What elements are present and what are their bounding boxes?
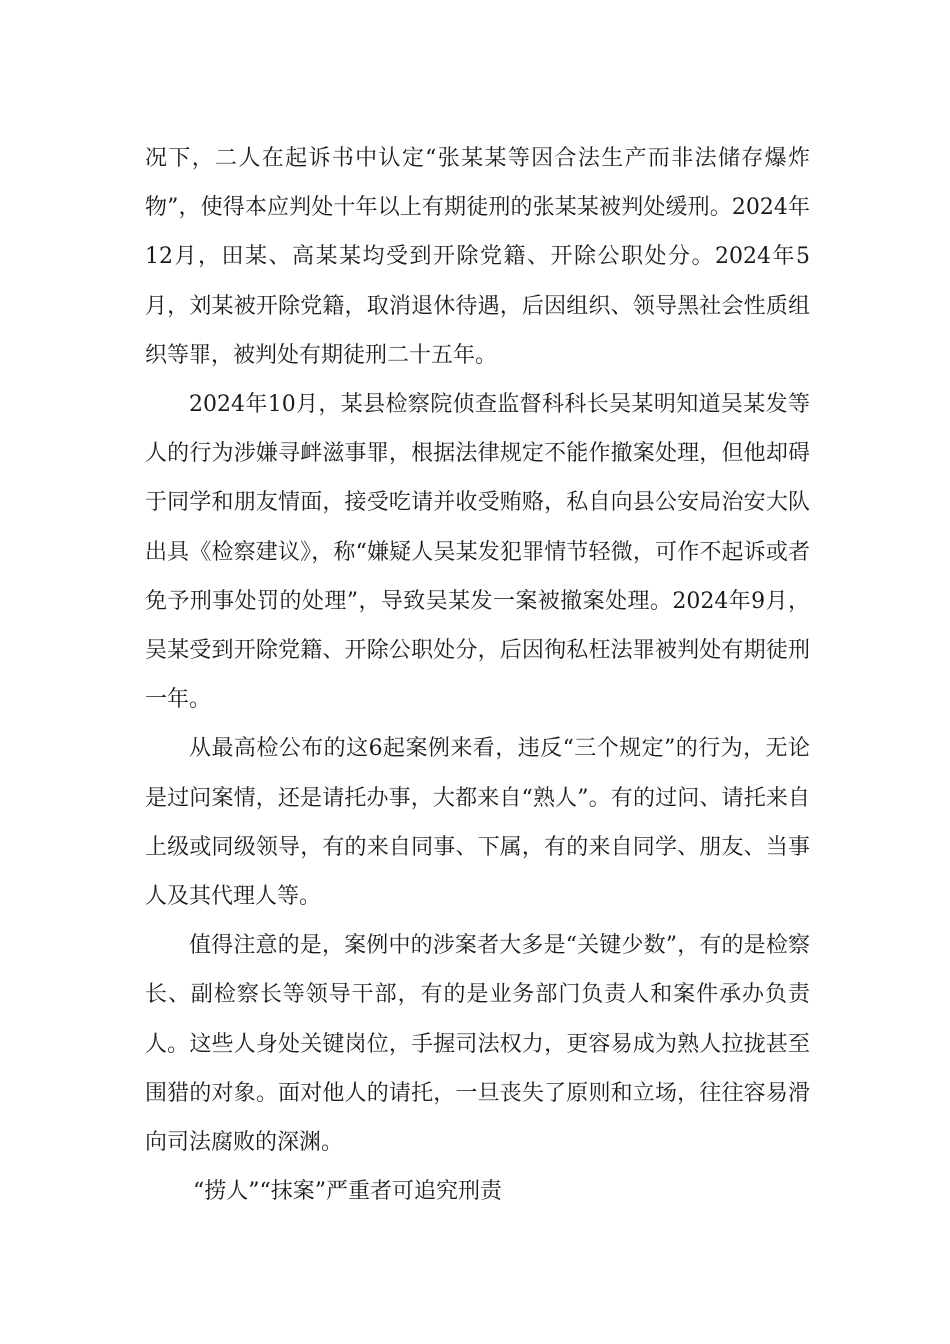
paragraph-1: 况下，二人在起诉书中认定“张某某等因合法生产而非法储存爆炸物”，使得本应判处十年以上有期徒刑的张某某被判处缓刑。2024年12月，田某、高某某均受到开除党籍、开除公职处分。2024年5月，刘某被开除党籍，取消退休待遇，后因组织、领导黑社会性质组织等罪，被判处有期徒刑二十五年。 bbox=[145, 146, 810, 368]
section-heading: “捞人”“抹案”严重者可追究刑责 bbox=[193, 1179, 502, 1205]
document-body bbox=[145, 134, 810, 1216]
paragraph-4: 值得注意的是，案例中的涉案者大多是“关键少数”，有的是检察长、副检察长等领导干部，有的是业务部门负责人和案件承办负责人。这些人身处关键岗位，手握司法权力，更容易成为熟人拉拢甚至围猎的对象。面对他人的请托，一旦丧失了原则和立场，往往容易滑向司法腐败的深渊。 bbox=[145, 933, 810, 1156]
paragraph-3: 从最高检公布的这6起案例来看，违反“三个规定”的行为，无论是过问案情，还是请托办事，大都来自“熟人”。有的过问、请托来自上级或同级领导，有的来自同事、下属，有的来自同学、朋友、当事人及其代理人等。 bbox=[145, 736, 810, 910]
paragraph-2: 2024年10月，某县检察院侦查监督科科长吴某明知道吴某发等人的行为涉嫌寻衅滋事罪，根据法律规定不能作撤案处理，但他却碍于同学和朋友情面，接受吃请并收受贿赂，私自向县公安局治安大队出具《检察建议》，称“嫌疑人吴某发犯罪情节轻微，可作不起诉或者免予刑事处罚的处理”，导致吴某发一案被撤案处理。2024年9月，吴某受到开除党籍、开除公职处分，后因徇私枉法罪被判处有期徒刑一年。 bbox=[145, 392, 810, 713]
